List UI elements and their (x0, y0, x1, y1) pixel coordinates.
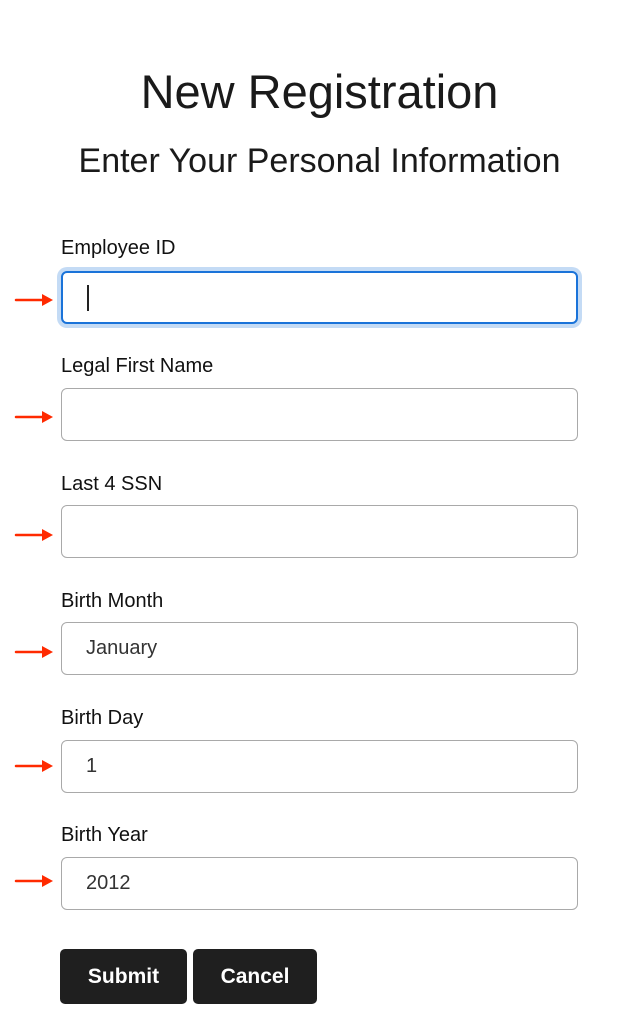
submit-button[interactable]: Submit (60, 949, 187, 1004)
page-subtitle: Enter Your Personal Information (78, 142, 561, 180)
right-arrow-icon (14, 874, 54, 888)
legal-first-name-label: Legal First Name (61, 355, 214, 377)
birth-year-label: Birth Year (61, 824, 148, 846)
birth-day-input[interactable] (61, 740, 578, 793)
text-caret (87, 285, 89, 311)
right-arrow-icon (14, 293, 54, 307)
last-4-ssn-input[interactable] (61, 505, 578, 558)
employee-id-input[interactable] (61, 271, 578, 324)
employee-id-label: Employee ID (61, 237, 176, 259)
birth-month-label: Birth Month (61, 590, 164, 612)
legal-first-name-input[interactable] (61, 388, 578, 441)
right-arrow-icon (14, 645, 54, 659)
birth-month-input[interactable] (61, 622, 578, 675)
page-title: New Registration (140, 65, 499, 118)
last-4-ssn-label: Last 4 SSN (61, 473, 163, 495)
right-arrow-icon (14, 528, 54, 542)
birth-day-label: Birth Day (61, 707, 144, 729)
right-arrow-icon (14, 410, 54, 424)
birth-year-input[interactable] (61, 857, 578, 910)
right-arrow-icon (14, 759, 54, 773)
cancel-button[interactable]: Cancel (193, 949, 317, 1004)
